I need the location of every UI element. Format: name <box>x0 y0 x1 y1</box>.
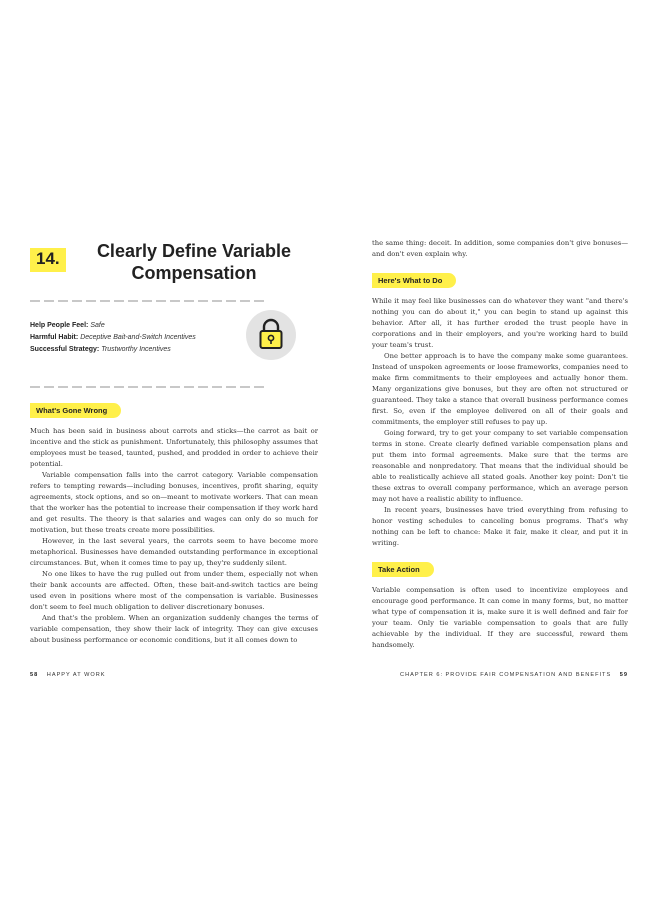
chapter-heading <box>30 238 318 296</box>
left-page <box>30 238 318 646</box>
footer-book-title: HAPPY AT WORK <box>46 672 106 678</box>
paragraph: One better approach is to have the company make some guarantees. Instead of unspoken agreements or loose frameworks, companies need to make firm commitments to their employees and actually honor them. Many organizations give bonuses, but they are often not structured or guaranteed. They take a stance that overall business performance comes first. So, even if the employee delivered on all of their goals and commitments, the employer still refuses to pay up. <box>372 352 628 426</box>
dashed-divider-top <box>30 300 268 302</box>
dashed-divider-bottom <box>30 386 268 388</box>
meta-habit-value: Deceptive Bait-and-Switch Incentives <box>80 334 196 341</box>
section-heading-take-action: Take Action <box>372 562 434 577</box>
paragraph: However, in the last several years, the carrots seem to have become more metaphorical. Businesses have demanded outstanding performance in exceptional circumstances. But, when it comes time to pay up, they're suddenly silent. <box>30 537 318 567</box>
paragraph: And that's the problem. When an organization suddenly changes the terms of variable compensation, they show their lack of integrity. They can give excuses about business performance or economic conditions, but it all comes down to <box>30 614 318 644</box>
paragraph: In recent years, businesses have tried everything from refusing to honor vesting schedules to canceling bonus programs. That's why nothing can be left to chance: Make it fair, make it clear, and put it in writing. <box>372 506 628 547</box>
meta-feel-label: Help People Feel: <box>30 322 89 329</box>
padlock-icon <box>246 310 296 360</box>
meta-habit-label: Harmful Habit: <box>30 334 79 341</box>
paragraph: Variable compensation is often used to incentivize employees and encourage good performance. It can come in many forms, but, no matter what type of compensation it is, make sure it is well defined and fair for your team. Only tie variable compensation to goals that are fully achievable by the individual. If they are successful, reward them handsomely. <box>372 586 628 649</box>
section-heading-what-to-do: Here's What to Do <box>372 273 456 288</box>
meta-strategy-value: Trustworthy Incentives <box>101 346 171 353</box>
meta-feel-value: Safe <box>90 322 105 329</box>
paragraph: While it may feel like businesses can do whatever they want "and there's nothing you can do about it," you can begin to stand up against this behavior. After all, it has further eroded the trust people have in corporations and in their employers, and you're working hard to build your team's trust. <box>372 297 628 349</box>
section-wrong-wrapper <box>30 398 318 418</box>
continued-paragraph: the same thing: deceit. In addition, some companies don't give bonuses—and don't even explain why. <box>372 239 628 258</box>
chapter-title: Clearly Define Variable Compensation <box>96 241 292 283</box>
chapter-meta <box>30 320 318 382</box>
paragraph: Going forward, try to get your company to set variable compensation terms in stone. Create clearly defined variable compensation plans and put them into formal agreements. Make sure that the terms are reasonable and nonpredatory. That means that the individual should be able to realistically achieve all stated goals. Another key point: Don't tie these extras to overall company performance, which an average person may not have a realistic ability to influence. <box>372 429 628 503</box>
paragraph: Much has been said in business about carrots and sticks—the carrot as bait or incentive and the stick as punishment. Unfortunately, this philosophy assumes that employees must be teased, taunted, pushed, and prodded in order to achieve their potential. <box>30 427 318 468</box>
paragraph: No one likes to have the rug pulled out from under them, especially not when their bank accounts are affected. Often, these bait-and-switch tactics are being used even in positions where most of the compensation is variable. Businesses don't seem to feel much obligation to deliver discretionary bonuses. <box>30 570 318 611</box>
page-number-right: 59 <box>619 672 628 678</box>
paragraph: Variable compensation falls into the carrot category. Variable compensation refers to tempting rewards—including bonuses, incentives, profit sharing, equity agreements, stock options, and so on—meant to motivate workers. That can mean that the worker has the potential to increase their compensation if they work hard and get results. The theory is that salaries and wages can only do so much for motivation, but these treats create more possibilities. <box>30 471 318 534</box>
chapter-number: 14. <box>30 248 66 272</box>
footer-left <box>30 672 106 678</box>
footer-right <box>400 672 628 678</box>
page-number-left: 58 <box>30 672 39 678</box>
right-page <box>372 238 628 651</box>
section-heading-wrong: What's Gone Wrong <box>30 403 121 418</box>
footer-chapter-title: CHAPTER 6: PROVIDE FAIR COMPENSATION AND BENEFITS <box>400 672 612 678</box>
meta-strategy-label: Successful Strategy: <box>30 346 100 353</box>
